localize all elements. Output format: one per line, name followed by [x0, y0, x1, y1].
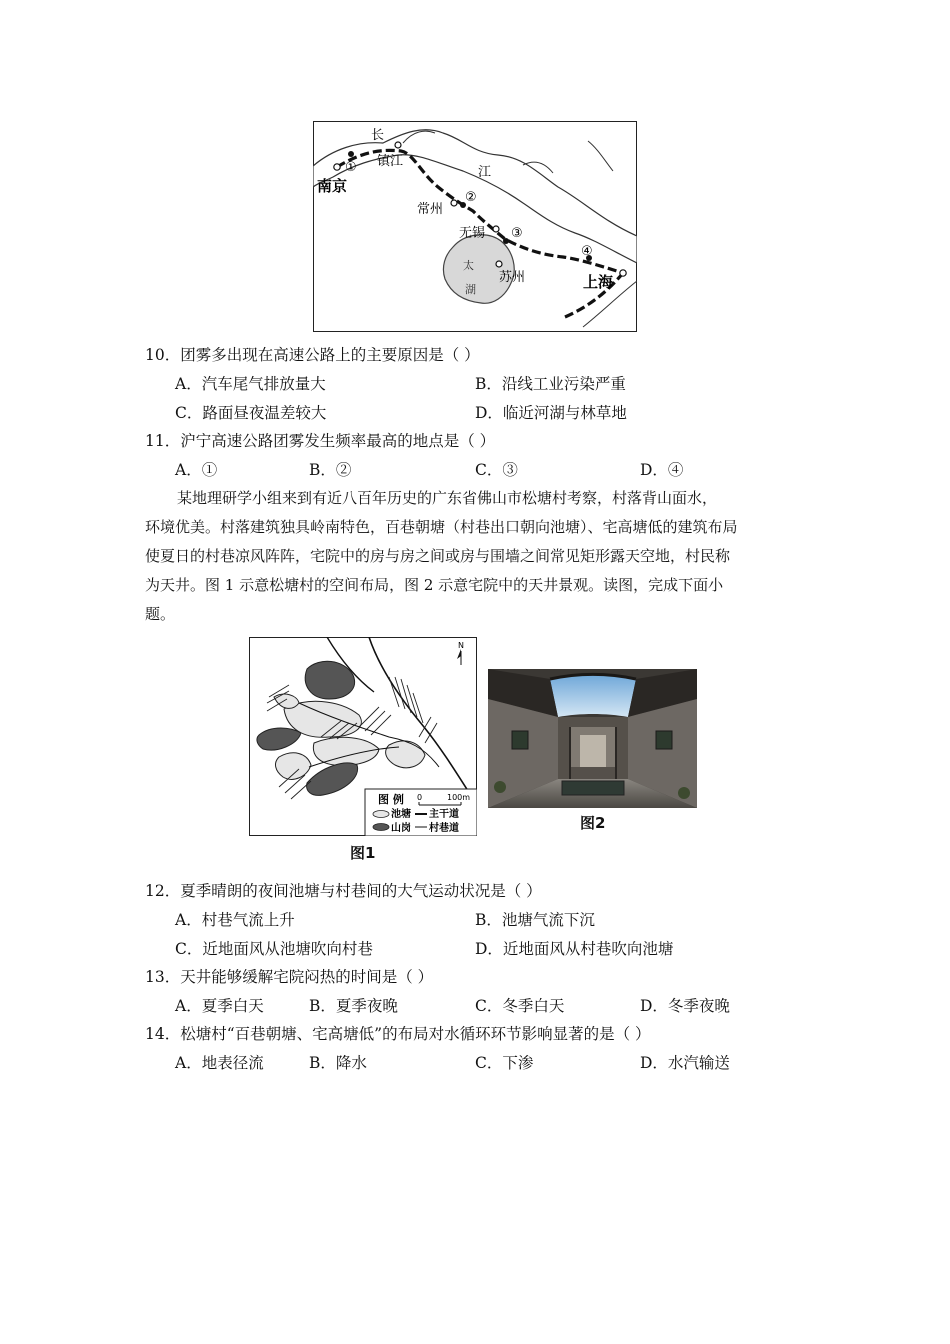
figure-2-caption: 图2 [580, 814, 606, 832]
q11-option-d[interactable]: D．④ [640, 461, 684, 479]
figure-2-courtyard-photo [488, 669, 697, 808]
question-14-stem: 14．松塘村“百巷朝塘、宅高塘低”的布局对水循环环节影响显著的是（ ） [145, 1025, 651, 1043]
question-13-stem: 13．天井能够缓解宅院闷热的时间是（ ） [145, 968, 434, 986]
q10-option-b[interactable]: B．沿线工业污染严重 [475, 375, 626, 393]
marker-1: ① [345, 160, 357, 175]
passage-line-4: 为天井。图 1 示意松塘村的空间布局，图 2 示意宅院中的天井景观。读图，完成下面小 [145, 576, 724, 594]
map-label-hu: 湖 [465, 283, 476, 296]
passage-line-3: 使夏日的村巷凉风阵阵，宅院中的房与房之间或房与围墙之间常见矩形露天空地，村民称 [145, 547, 731, 565]
passage-line-5: 题。 [145, 605, 176, 623]
question-11-stem: 11．沪宁高速公路团雾发生频率最高的地点是（ ） [145, 432, 496, 450]
q13-option-b[interactable]: B．夏季夜晚 [309, 997, 398, 1015]
q14-option-c[interactable]: C．下渗 [475, 1054, 534, 1072]
q10-option-d[interactable]: D．临近河湖与林草地 [475, 404, 627, 422]
q14-option-a[interactable]: A．地表径流 [175, 1054, 264, 1072]
q12-option-a[interactable]: A．村巷气流上升 [175, 911, 295, 929]
question-10-stem: 10．团雾多出现在高速公路上的主要原因是（ ） [145, 346, 480, 364]
map-label-wuxi: 无锡 [459, 226, 486, 241]
figure-1-caption: 图1 [350, 844, 376, 862]
legend-title: 图 例 [378, 793, 404, 806]
legend-pond: 池塘 [391, 809, 411, 820]
marker-2: ② [465, 190, 477, 205]
map-label-chang: 长 [371, 128, 385, 143]
q14-option-b[interactable]: B．降水 [309, 1054, 367, 1072]
map-label-shanghai: 上海 [583, 273, 614, 291]
q10-option-c[interactable]: C．路面昼夜温差较大 [175, 404, 327, 422]
question-12-stem: 12．夏季晴朗的夜间池塘与村巷间的大气运动状况是（ ） [145, 882, 542, 900]
legend-main-road: 主干道 [429, 809, 459, 820]
figure-1-village-layout [249, 637, 477, 836]
map-label-zhenjiang: 镇江 [377, 154, 404, 169]
legend-lane: 村巷道 [429, 823, 459, 834]
map-label-nanjing: 南京 [317, 177, 348, 195]
q12-option-c[interactable]: C．近地面风从池塘吹向村巷 [175, 940, 373, 958]
map-label-jiang: 江 [478, 165, 492, 180]
q10-option-a[interactable]: A．汽车尾气排放量大 [175, 375, 326, 393]
legend-hill: 山岗 [391, 823, 411, 834]
q13-option-a[interactable]: A．夏季白天 [175, 997, 264, 1015]
q13-option-d[interactable]: D．冬季夜晚 [640, 997, 730, 1015]
passage [145, 484, 795, 629]
svg-text:100m: 100m [447, 793, 471, 802]
q11-option-b[interactable]: B．② [309, 461, 352, 479]
expressway-map [313, 121, 637, 332]
marker-4: ④ [581, 244, 593, 259]
q11-option-a[interactable]: A．① [175, 461, 218, 479]
q14-option-d[interactable]: D．水汽输送 [640, 1054, 730, 1072]
map-label-tai: 太 [463, 259, 474, 272]
map-label-suzhou: 苏州 [499, 270, 526, 285]
svg-text:N: N [458, 641, 464, 650]
q12-option-d[interactable]: D．近地面风从村巷吹向池塘 [475, 940, 674, 958]
passage-line-2: 环境优美。村落建筑独具岭南特色，百巷朝塘（村巷出口朝向池塘）、宅高塘低的建筑布局 [145, 518, 738, 536]
q13-option-c[interactable]: C．冬季白天 [475, 997, 565, 1015]
map-label-changzhou: 常州 [417, 202, 444, 217]
passage-line-1: 某地理研学小组来到有近八百年历史的广东省佛山市松塘村考察，村落背山面水， [177, 489, 718, 507]
q12-option-b[interactable]: B．池塘气流下沉 [475, 911, 595, 929]
q11-option-c[interactable]: C．③ [475, 461, 518, 479]
svg-text:0: 0 [417, 793, 423, 802]
marker-3: ③ [511, 226, 523, 241]
